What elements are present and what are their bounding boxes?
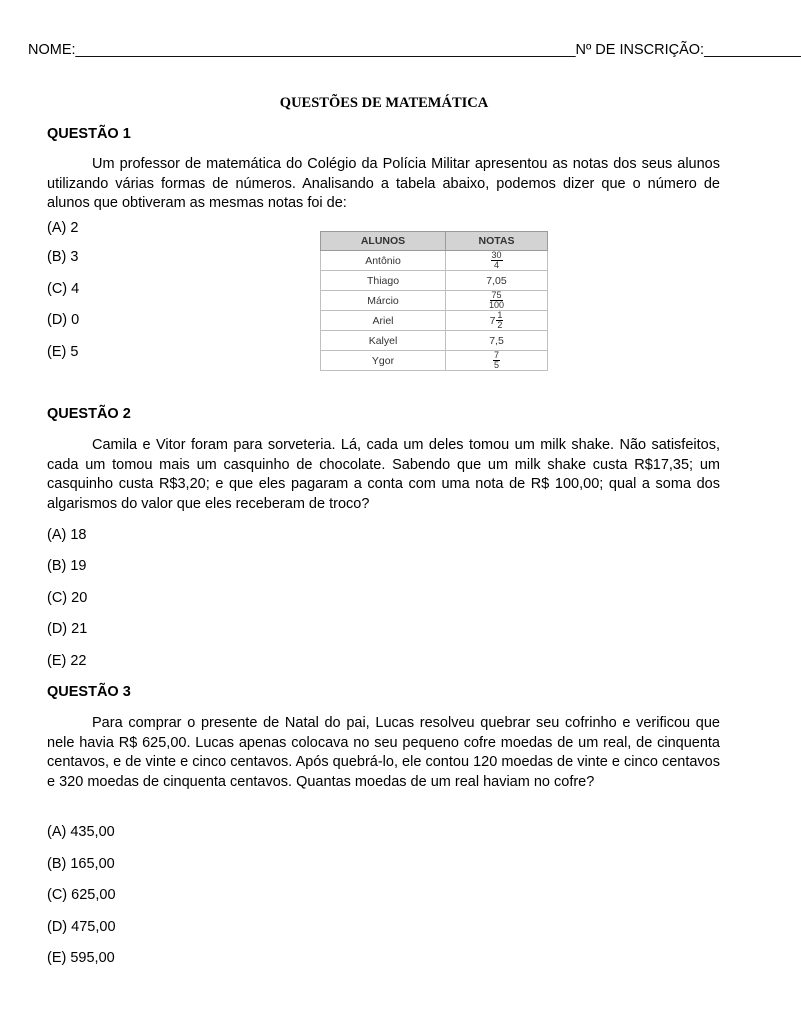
inscricao-field-label: Nº DE INSCRIÇÃO:____________ — [575, 42, 801, 58]
q2-option-c: (C) 20 — [47, 590, 88, 606]
q2-option-e: (E) 22 — [47, 653, 87, 669]
q3-option-e: (E) 595,00 — [47, 950, 115, 966]
q2-option-a: (A) 18 — [47, 527, 87, 543]
aluno-cell: Antônio — [321, 251, 446, 271]
fraction: $\frac{7}{5}$ — [494, 350, 500, 370]
fraction: $\frac{30}{4}$ — [491, 250, 502, 270]
table-row — [321, 251, 548, 271]
q3-option-b: (B) 165,00 — [47, 856, 115, 872]
header — [28, 42, 801, 58]
q3-option-d: (D) 475,00 — [47, 919, 116, 935]
aluno-cell: Thiago — [321, 271, 446, 291]
q1-text: Um professor de matemática do Colégio da Polícia Militar apresentou as notas dos seus alunos utilizando várias formas de números. Analisando a tabela abaixo, podemos dizer que o número de alunos que obtiveram as mesmas notas foi de: — [47, 156, 720, 211]
q1-heading: QUESTÃO 1 — [47, 126, 131, 142]
nota-cell: 7,5 — [446, 331, 548, 351]
nota-cell — [446, 251, 548, 271]
table-row — [321, 291, 548, 311]
nota-cell — [446, 351, 548, 371]
q1-option-b: (B) 3 — [47, 249, 79, 265]
col-alunos-header: ALUNOS — [321, 232, 446, 251]
table-row — [321, 351, 548, 371]
q3-option-c: (C) 625,00 — [47, 887, 116, 903]
q2-option-d: (D) 21 — [47, 621, 88, 637]
table-row — [321, 271, 548, 291]
aluno-cell: Márcio — [321, 291, 446, 311]
q1-option-d: (D) 0 — [47, 312, 80, 328]
nota-cell — [446, 311, 548, 331]
table-header-row — [321, 232, 548, 251]
q3-option-a: (A) 435,00 — [47, 824, 115, 840]
fraction: $\frac{75}{100}$ — [488, 290, 505, 310]
name-field-label: NOME:______________________________________________________________ — [28, 42, 576, 58]
grades-table — [320, 231, 548, 371]
nota-cell — [446, 291, 548, 311]
aluno-cell: Kalyel — [321, 331, 446, 351]
page-title: QUESTÕES DE MATEMÁTICA — [279, 95, 489, 111]
aluno-cell: Ariel — [321, 311, 446, 331]
q3-heading: QUESTÃO 3 — [47, 684, 131, 700]
q2-heading: QUESTÃO 2 — [47, 406, 131, 422]
table-row — [321, 311, 548, 331]
q3-text: Para comprar o presente de Natal do pai, Lucas resolveu quebrar seu cofrinho e verificou que nele havia R$ 625,00. Lucas apenas colocava no seu pequeno cofre moedas de um real, de cinquenta centavos, e de vinte e cinco centavos. Após quebrá-lo, ele contou 120 moedas de vinte e cinco centavos e 320 moedas de cinquenta centavos. Quantas moedas de um real haviam no cofre? — [47, 715, 720, 790]
nota-cell: 7,05 — [446, 271, 548, 291]
q1-option-e: (E) 5 — [47, 344, 79, 360]
q2-text: Camila e Vitor foram para sorveteria. Lá, cada um deles tomou um milk shake. Não satisfeitos, cada um tomou mais um casquinho de chocolate. Sabendo que um milk shake custa R$17,35; um casquinho custa R$3,20; e que eles pagaram a conta com uma nota de R$ 100,00; qual a soma dos algarismos do valor que eles receberam de troco? — [47, 437, 720, 512]
aluno-cell: Ygor — [321, 351, 446, 371]
table-row — [321, 331, 548, 351]
mixed-number: 7 $\frac{1}{2}$ — [489, 310, 503, 330]
q2-option-b: (B) 19 — [47, 558, 87, 574]
q1-option-c: (C) 4 — [47, 281, 80, 297]
col-notas-header: NOTAS — [446, 232, 548, 251]
q1-option-a: (A) 2 — [47, 220, 79, 236]
